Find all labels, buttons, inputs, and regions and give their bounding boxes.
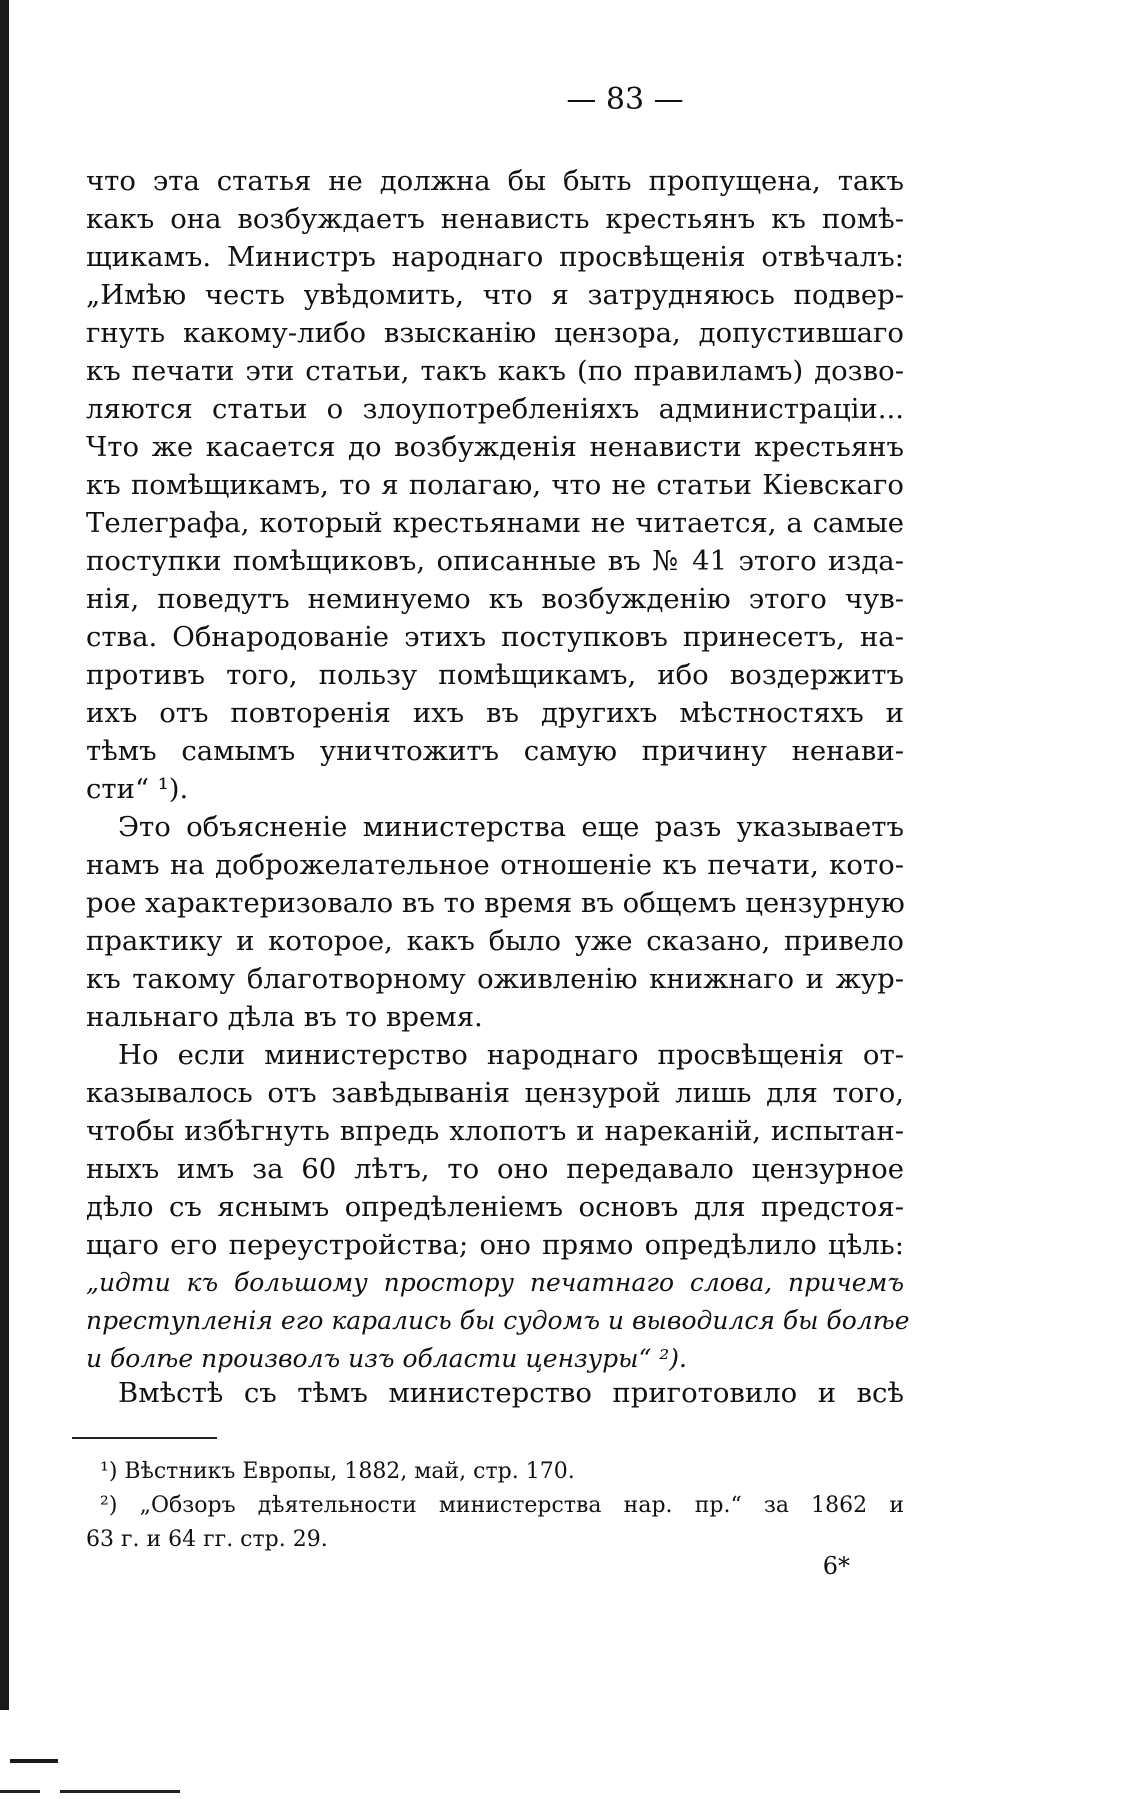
scan-edge-mark <box>10 1745 58 1763</box>
text-line: нальнаго дѣла въ то время. <box>86 1001 483 1033</box>
text-line: къ печати эти статьи, такъ какъ (по правиламъ) дозво- <box>86 355 904 387</box>
quote-line: преступленія его карались бы судомъ и выводился бы болѣе <box>86 1306 910 1335</box>
text-line: „Имѣю честь увѣдомить, что я затрудняюсь подвер- <box>86 279 904 311</box>
text-line: что эта статья не должна бы быть пропущена, такъ <box>86 165 904 197</box>
text-line: Вмѣстѣ съ тѣмъ министерство приготовило и всѣ <box>118 1377 904 1409</box>
text-line: дѣло съ яснымъ опредѣленіемъ основъ для предстоя- <box>86 1191 904 1223</box>
quote-line: „идти къ большому простору печатнаго слова, причемъ <box>86 1268 904 1297</box>
text-line: чтобы избѣгнуть впредь хлопотъ и нареканій, испытан- <box>86 1115 904 1147</box>
text-line: щаго его переустройства; оно прямо опредѣлило цѣль: <box>86 1229 904 1261</box>
text-line: къ помѣщикамъ, то я полагаю, что не статьи Кіевскаго <box>86 469 904 501</box>
text-line: Это объясненіе министерства еще разъ указываетъ <box>118 811 904 843</box>
page-number: — 83 — <box>566 82 684 117</box>
text-line: ныхъ имъ за 60 лѣтъ, то оно передавало цензурное <box>86 1153 904 1185</box>
text-line: щикамъ. Министръ народнаго просвѣщенія отвѣчалъ: <box>86 241 904 273</box>
text-line: Но если министерство народнаго просвѣщенія от- <box>118 1039 904 1071</box>
footnote-2-continuation: 63 г. и 64 гг. стр. 29. <box>86 1527 328 1552</box>
paragraph-2 <box>86 808 904 1036</box>
text-line: казывалось отъ завѣдыванія цензурой лишь для того, <box>86 1077 904 1109</box>
text-line: къ такому благотворному оживленію книжнаго и жур- <box>86 963 904 995</box>
text-line: Телеграфа, который крестьянами не читается, а самые <box>86 507 904 539</box>
text-line: Что же касается до возбужденія ненависти крестьянъ <box>86 431 904 463</box>
text-line: намъ на доброжелательное отношеніе къ печати, кото- <box>86 849 904 881</box>
scan-edge-bar <box>0 0 9 1710</box>
footnote-2: ²) „Обзоръ дѣятельности министерства нар. пр.“ за 1862 и <box>100 1493 904 1518</box>
footnote-divider <box>72 1437 217 1439</box>
footnotes <box>86 1455 904 1557</box>
text-line: рое характеризовало въ то время въ общемъ цензурную <box>86 887 905 919</box>
text-line: тѣмъ самымъ уничтожитъ самую причину ненави- <box>86 735 904 767</box>
scan-bottom-rule-left <box>0 1790 40 1793</box>
paragraph-3 <box>86 1036 904 1264</box>
paragraph-4 <box>86 1374 904 1412</box>
quote-line: и болѣе произволъ изъ области цензуры“ ²). <box>86 1344 687 1373</box>
text-line: практику и которое, какъ было уже сказано, привело <box>86 925 904 957</box>
text-line: ляются статьи о злоупотребленіяхъ администраціи... <box>86 393 904 425</box>
text-line: какъ она возбуждаетъ ненависть крестьянъ къ помѣ- <box>86 203 904 235</box>
text-line: ства. Обнародованіе этихъ поступковъ принесетъ, на- <box>86 621 904 653</box>
text-line: нія, поведутъ неминуемо къ возбужденію этого чув- <box>86 583 904 615</box>
text-line: поступки помѣщиковъ, описанные въ № 41 этого изда- <box>86 545 904 577</box>
signature-mark: 6* <box>822 1552 850 1580</box>
scan-bottom-rule-right <box>60 1790 180 1793</box>
quote-block <box>86 1264 910 1378</box>
text-line: сти“ ¹). <box>86 773 189 805</box>
paragraph-1 <box>86 162 904 808</box>
text-line: противъ того, пользу помѣщикамъ, ибо воздержитъ <box>86 659 904 691</box>
footnote-1: ¹) Вѣстникъ Европы, 1882, май, стр. 170. <box>100 1459 575 1484</box>
text-line: гнуть какому-либо взысканію цензора, допустившаго <box>86 317 904 349</box>
text-line: ихъ отъ повторенія ихъ въ другихъ мѣстностяхъ и <box>86 697 904 729</box>
